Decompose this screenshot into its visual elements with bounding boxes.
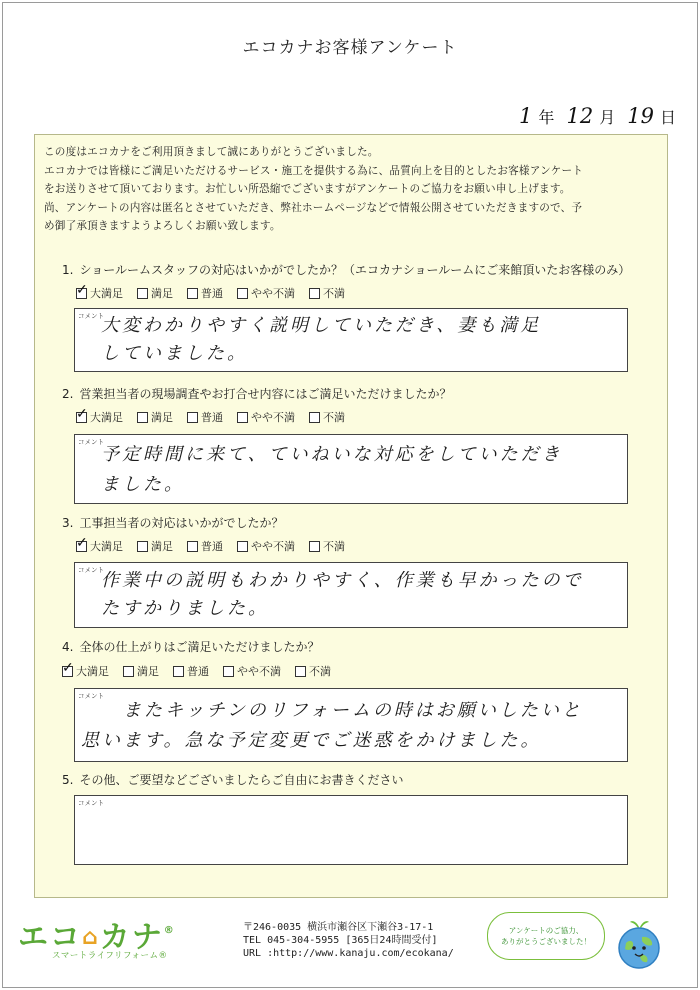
option-label: 不満 bbox=[323, 287, 345, 300]
url-line[interactable]: URL :http://www.kanaju.com/ecokana/ bbox=[243, 948, 454, 959]
option-label: やや不満 bbox=[251, 287, 295, 300]
option-label: 大満足 bbox=[90, 411, 123, 424]
question-3 bbox=[62, 514, 283, 531]
option-label: 不満 bbox=[323, 540, 345, 553]
checkbox[interactable] bbox=[137, 288, 148, 299]
question-2 bbox=[62, 385, 451, 402]
checkbox[interactable] bbox=[295, 666, 306, 677]
date-day-label: 日 bbox=[659, 108, 676, 127]
comment-box-2[interactable] bbox=[74, 434, 628, 504]
comment-line: 作業中の説明もわかりやすく、作業も早かったので bbox=[101, 570, 584, 591]
comment-label: コメント bbox=[78, 799, 104, 807]
option-neutral[interactable] bbox=[187, 538, 223, 554]
date-month-label: 月 bbox=[599, 108, 616, 127]
phone-line: TEL 045-304-5955 [365日24時間受付] bbox=[243, 935, 438, 946]
comment-line: 予定時間に来て、ていねいな対応をしていただき bbox=[101, 444, 563, 465]
checkbox[interactable] bbox=[309, 288, 320, 299]
intro-text bbox=[44, 143, 664, 236]
checkbox[interactable] bbox=[187, 412, 198, 423]
question-text: 全体の仕上がりはご満足いただけましたか？ bbox=[79, 640, 320, 654]
option-label: 普通 bbox=[201, 287, 223, 300]
option-label: やや不満 bbox=[237, 665, 281, 678]
option-very-satisfied[interactable] bbox=[62, 663, 109, 679]
option-label: やや不満 bbox=[251, 540, 295, 553]
option-satisfied[interactable] bbox=[137, 538, 173, 554]
checkbox[interactable] bbox=[137, 541, 148, 552]
bubble-line: アンケートのご協力、 bbox=[508, 926, 584, 935]
option-satisfied[interactable] bbox=[137, 409, 173, 425]
option-very-satisfied[interactable] bbox=[76, 285, 123, 301]
logo-text: カナ bbox=[99, 920, 164, 955]
globe-mascot-icon bbox=[612, 917, 666, 971]
option-label: 満足 bbox=[151, 540, 173, 553]
checkbox[interactable] bbox=[237, 541, 248, 552]
option-dissatisfied[interactable] bbox=[309, 538, 345, 554]
date-year-label: 年 bbox=[538, 108, 555, 127]
checkbox[interactable] bbox=[76, 288, 87, 299]
option-satisfied[interactable] bbox=[137, 285, 173, 301]
comment-label: コメント bbox=[78, 438, 104, 446]
comment-label: コメント bbox=[78, 692, 104, 700]
option-dissatisfied[interactable] bbox=[309, 409, 345, 425]
question-text: その他、ご要望などございましたらご自由にお書きください bbox=[79, 773, 404, 787]
checkbox[interactable] bbox=[187, 288, 198, 299]
comment-box-5[interactable] bbox=[74, 795, 628, 865]
comment-line: たすかりました。 bbox=[101, 598, 269, 619]
option-satisfied[interactable] bbox=[123, 663, 159, 679]
rating-options-1 bbox=[76, 285, 345, 301]
option-label: 大満足 bbox=[90, 287, 123, 300]
option-neutral[interactable] bbox=[187, 285, 223, 301]
option-label: 大満足 bbox=[90, 540, 123, 553]
bubble-line: ありがとうございました！ bbox=[501, 937, 591, 946]
date-year: 1 bbox=[519, 104, 533, 128]
checkbox[interactable] bbox=[187, 541, 198, 552]
intro-line: この度はエコカナをご利用頂きまして誠にありがとうございました。 bbox=[44, 146, 379, 158]
survey-date bbox=[513, 104, 676, 128]
option-label: 普通 bbox=[201, 411, 223, 424]
intro-line: エコカナでは皆様にご満足いただけるサービス・施工を提供する為に、品質向上を目的としたお客様アンケート bbox=[44, 164, 584, 177]
option-label: 不満 bbox=[323, 411, 345, 424]
house-icon: ⌂ bbox=[82, 925, 100, 950]
checkbox[interactable] bbox=[309, 412, 320, 423]
option-very-satisfied[interactable] bbox=[76, 538, 123, 554]
option-very-satisfied[interactable] bbox=[76, 409, 123, 425]
comment-line: していました。 bbox=[101, 343, 248, 364]
comment-label: コメント bbox=[78, 312, 104, 320]
option-label: 不満 bbox=[309, 665, 331, 678]
checkbox[interactable] bbox=[76, 412, 87, 423]
question-4 bbox=[62, 638, 319, 655]
checkbox[interactable] bbox=[309, 541, 320, 552]
checkbox[interactable] bbox=[76, 541, 87, 552]
option-neutral[interactable] bbox=[187, 409, 223, 425]
question-text: 営業担当者の現場調査やお打合せ内容にはご満足いただけましたか？ bbox=[79, 387, 452, 401]
rating-options-2 bbox=[76, 409, 345, 425]
thank-you-bubble bbox=[487, 912, 605, 960]
question-1 bbox=[62, 261, 630, 278]
checkbox[interactable] bbox=[237, 288, 248, 299]
question-5 bbox=[62, 771, 403, 788]
date-day: 19 bbox=[627, 104, 654, 128]
company-address bbox=[243, 921, 454, 960]
option-somewhat-dissatisfied[interactable] bbox=[237, 285, 295, 301]
intro-line: をお送りさせて頂いております。お忙しい所恐縮でございますがアンケートのご協力をお願い申し上げます。 bbox=[44, 183, 571, 195]
comment-line: 大変わかりやすく説明していただき、妻も満足 bbox=[101, 315, 542, 336]
question-number: 2. bbox=[62, 387, 74, 401]
option-somewhat-dissatisfied[interactable] bbox=[223, 663, 281, 679]
option-neutral[interactable] bbox=[173, 663, 209, 679]
checkbox[interactable] bbox=[223, 666, 234, 677]
question-number: 4. bbox=[62, 640, 74, 654]
comment-line: またキッチンのリフォームの時はお願いしたいと bbox=[123, 700, 583, 721]
checkbox[interactable] bbox=[62, 666, 73, 677]
option-label: 普通 bbox=[201, 540, 223, 553]
rating-options-3 bbox=[76, 538, 345, 554]
option-label: やや不満 bbox=[251, 411, 295, 424]
question-number: 3. bbox=[62, 516, 74, 530]
comment-box-1[interactable] bbox=[74, 308, 628, 372]
checkbox[interactable] bbox=[237, 412, 248, 423]
comment-box-4[interactable] bbox=[74, 688, 628, 762]
comment-line: 思います。急な予定変更でご迷惑をかけました。 bbox=[81, 730, 542, 751]
date-month: 12 bbox=[566, 104, 594, 128]
question-text: 工事担当者の対応はいかがでしたか？ bbox=[79, 516, 284, 530]
checkbox[interactable] bbox=[173, 666, 184, 677]
registered-mark: ® bbox=[163, 925, 176, 936]
option-label: 普通 bbox=[187, 665, 209, 678]
option-somewhat-dissatisfied[interactable] bbox=[237, 538, 295, 554]
option-dissatisfied[interactable] bbox=[295, 663, 331, 679]
logo-tagline: スマートライフリフォーム® bbox=[52, 951, 168, 961]
rating-options-4 bbox=[62, 663, 331, 679]
checkbox[interactable] bbox=[123, 666, 134, 677]
intro-line: め御了承頂きますようよろしくお願い致します。 bbox=[44, 220, 281, 232]
intro-line: 尚、アンケートの内容は匿名とさせていただき、弊社ホームページなどで情報公開させていただきますので、予 bbox=[44, 201, 583, 214]
option-dissatisfied[interactable] bbox=[309, 285, 345, 301]
comment-label: コメント bbox=[78, 566, 104, 574]
question-number: 5. bbox=[62, 773, 74, 787]
address-line: 〒246-0035 横浜市瀬谷区下瀬谷3-17-1 bbox=[243, 922, 434, 933]
logo-text: エコ bbox=[18, 920, 82, 955]
option-somewhat-dissatisfied[interactable] bbox=[237, 409, 295, 425]
question-number: 1. bbox=[62, 263, 74, 277]
option-label: 大満足 bbox=[76, 665, 109, 678]
option-label: 満足 bbox=[137, 665, 159, 678]
option-label: 満足 bbox=[151, 287, 173, 300]
question-text: ショールームスタッフの対応はいかがでしたか？（エコカナショールームにご来館頂いたお客様のみ） bbox=[79, 263, 631, 277]
comment-line: ました。 bbox=[101, 474, 185, 495]
comment-box-3[interactable] bbox=[74, 562, 628, 628]
option-label: 満足 bbox=[151, 411, 173, 424]
checkbox[interactable] bbox=[137, 412, 148, 423]
page-title: エコカナお客様アンケート bbox=[242, 38, 458, 58]
